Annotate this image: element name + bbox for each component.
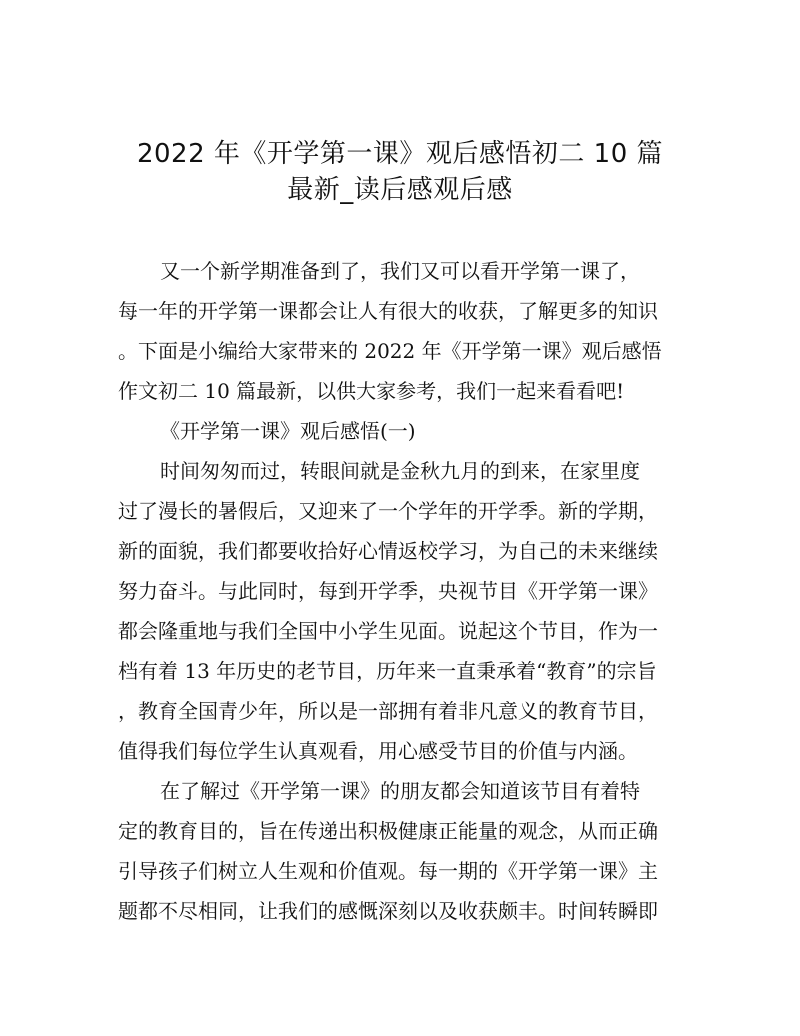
paragraph-2-line-1: 时间匆匆而过，转眼间就是金秋九月的到来，在家里度 <box>160 459 640 483</box>
paragraph-2-line-3: 新的面貌，我们都要收拾好心情返校学习，为自己的未来继续 <box>118 539 658 563</box>
paragraph-3-line-3: 引导孩子们树立人生观和价值观。每一期的《开学第一课》主 <box>118 859 658 883</box>
document-title-line-2: 最新_读后感观后感 <box>287 175 513 205</box>
paragraph-1-line-4: 作文初二 10 篇最新，以供大家参考，我们一起来看看吧! <box>118 379 625 403</box>
paragraph-2-line-7: ，教育全国青少年，所以是一部拥有着非凡意义的教育节目， <box>118 699 658 723</box>
paragraph-1-line-1: 又一个新学期准备到了，我们又可以看开学第一课了， <box>160 259 640 283</box>
paragraph-3-line-4: 题都不尽相同，让我们的感慨深刻以及收获颇丰。时间转瞬即 <box>118 899 658 923</box>
section-heading: 《开学第一课》观后感悟(一) <box>160 419 416 443</box>
paragraph-3-line-1: 在了解过《开学第一课》的朋友都会知道该节目有着特 <box>160 779 640 803</box>
paragraph-2-line-2: 过了漫长的暑假后，又迎来了一个学年的开学季。新的学期， <box>118 499 658 523</box>
paragraph-2-line-6: 档有着 13 年历史的老节目，历年来一直秉承着“教育”的宗旨 <box>118 659 657 683</box>
paragraph-2-line-4: 努力奋斗。与此同时，每到开学季，央视节目《开学第一课》 <box>118 579 658 603</box>
paragraph-2-line-5: 都会隆重地与我们全国中小学生见面。说起这个节目，作为一 <box>118 619 658 643</box>
paragraph-1-line-3: 。下面是小编给大家带来的 2022 年《开学第一课》观后感悟 <box>118 339 662 363</box>
paragraph-3-line-2: 定的教育目的，旨在传递出积极健康正能量的观念，从而正确 <box>118 819 658 843</box>
paragraph-2-line-8: 值得我们每位学生认真观看，用心感受节目的价值与内涵。 <box>118 739 638 763</box>
document-title-line-1: 2022 年《开学第一课》观后感悟初二 10 篇 <box>136 139 664 169</box>
paragraph-1-line-2: 每一年的开学第一课都会让人有很大的收获，了解更多的知识 <box>118 299 658 323</box>
